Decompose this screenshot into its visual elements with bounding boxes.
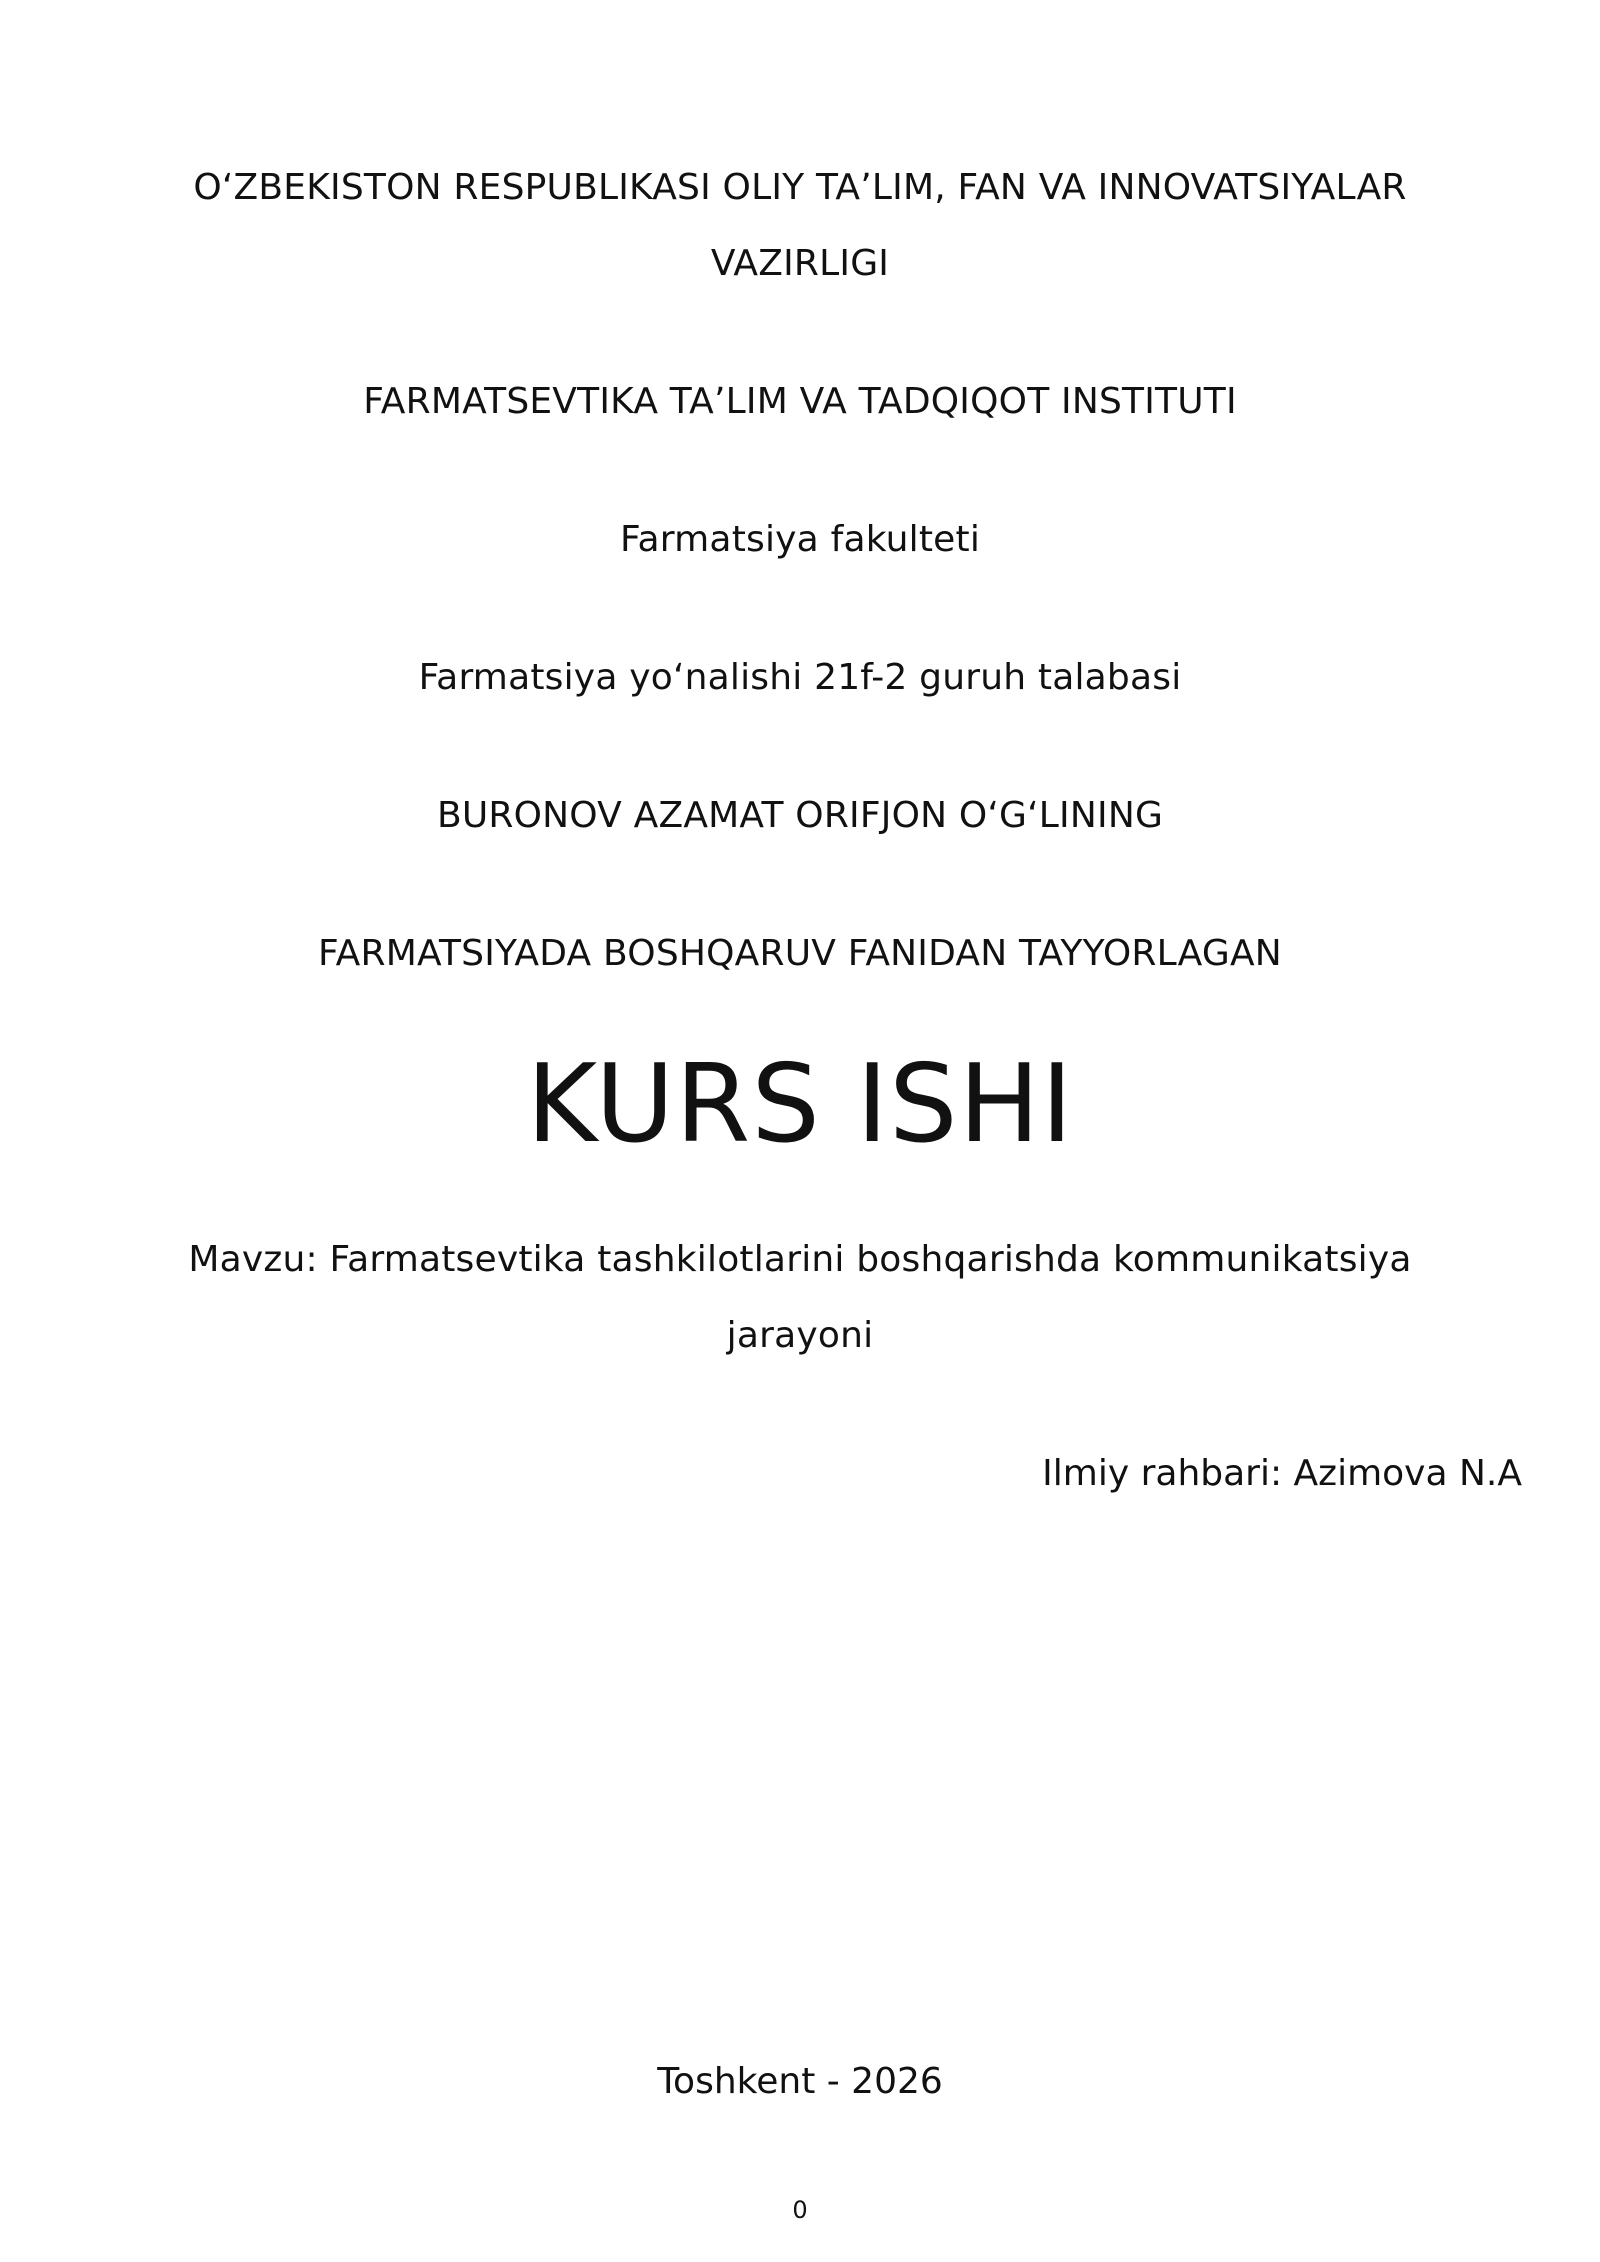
document-type-heading: KURS ISHI [526,1042,1074,1167]
scientific-supervisor: Ilmiy rahbari: Azimova N.A [1042,1453,1522,1494]
student-name: BURONOV AZAMAT ORIFJON O‘G‘LINING [436,795,1164,836]
institute-name: FARMATSEVTIKA TA’LIM VA TADQIQOT INSTITUTI [363,381,1237,422]
course-work-topic: Mavzu: Farmatsevtika tashkilotlarini boshqarishda kommunikatsiya jarayoni [188,1239,1412,1356]
ministry-title: O‘ZBEKISTON RESPUBLIKASI OLIY TA’LIM, FAN VA INNOVATSIYALAR VAZIRLIGI [193,167,1407,284]
course-subject: FARMATSIYADA BOSHQARUV FANIDAN TAYYORLAGAN [318,933,1282,974]
city-and-year: Toshkent - 2026 [657,2061,943,2102]
student-group: Farmatsiya yo‘nalishi 21f-2 guruh talabasi [418,657,1182,698]
page-number: 0 [792,2196,808,2224]
faculty-name: Farmatsiya fakulteti [619,519,981,560]
